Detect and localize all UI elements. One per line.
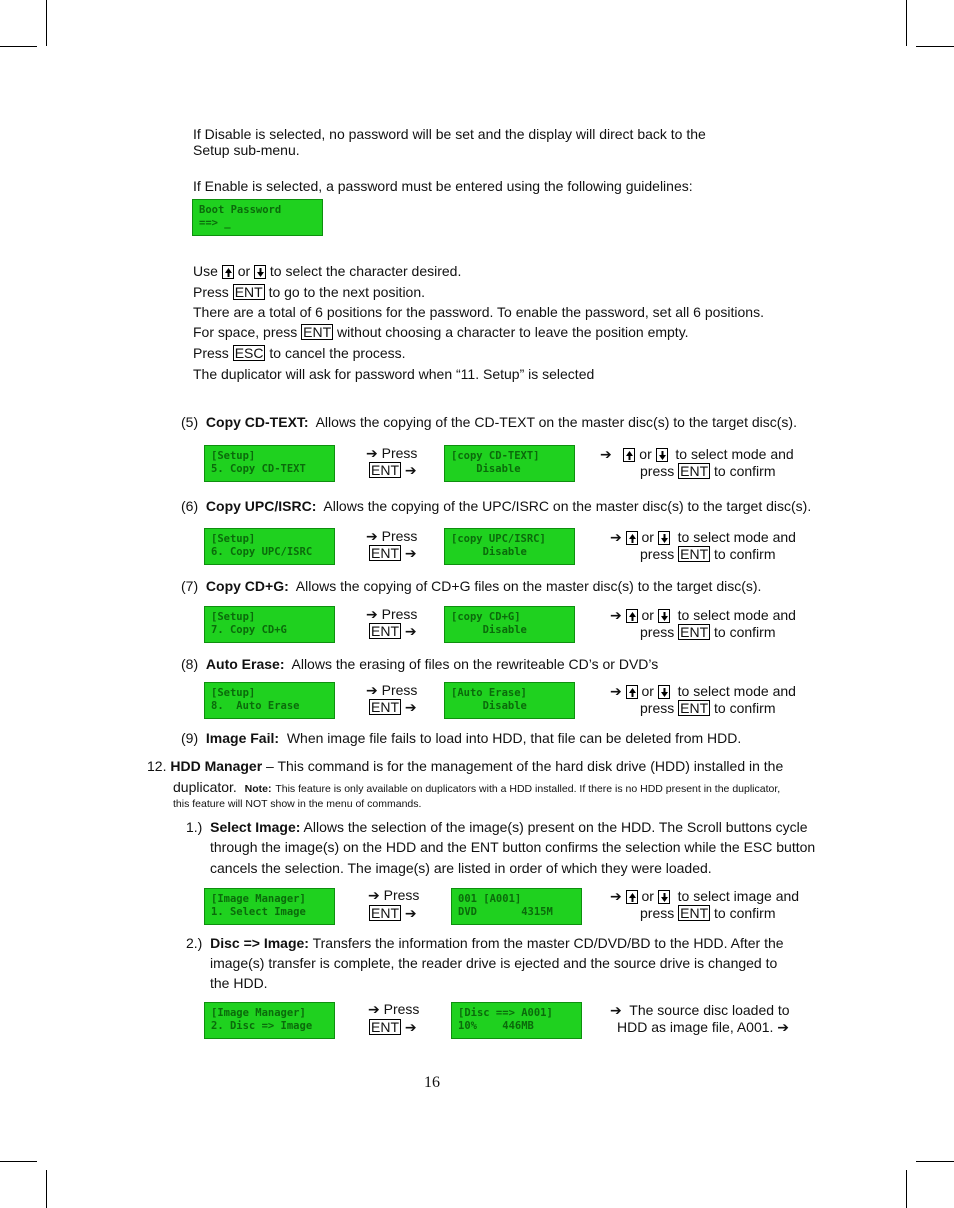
item-desc: Allows the copying of the UPC/ISRC on the master disc(s) to the target disc(s). xyxy=(323,498,812,514)
ent-line xyxy=(369,699,417,716)
instruction-line xyxy=(600,446,794,463)
lcd-line: 10% 446MB xyxy=(458,1020,534,1032)
right-arrow-icon: ➔ xyxy=(610,888,622,904)
hdd-heading xyxy=(147,758,783,774)
image-manager-lcd xyxy=(204,888,335,925)
setup-lcd xyxy=(204,682,335,719)
right-arrow-icon: ➔ xyxy=(600,446,612,462)
up-arrow-key-icon xyxy=(222,265,234,279)
result-line xyxy=(610,1002,790,1019)
lcd-line: Disable xyxy=(451,700,527,712)
text: to select mode and xyxy=(677,529,796,545)
ent-line xyxy=(369,1019,417,1036)
ent-line xyxy=(369,545,417,562)
right-arrow-icon: ➔ xyxy=(404,1019,417,1035)
sub-text: cancels the selection. The image(s) are listed in order of which they were loaded. xyxy=(210,860,712,876)
lcd-line: 2. Disc => Image xyxy=(211,1020,313,1032)
note-text: This feature is only available on duplicators with a HDD installed. If there is no HDD present in the duplicator, xyxy=(275,783,781,795)
mode-lcd xyxy=(444,445,575,482)
lcd-line: 7. Copy CD+G xyxy=(211,624,287,636)
item-desc: Allows the erasing of files on the rewriteable CD’s or DVD’s xyxy=(291,656,659,672)
crop-mark xyxy=(916,46,954,47)
text: press xyxy=(640,905,675,921)
item-desc: Allows the copying of the CD-TEXT on the master disc(s) to the target disc(s). xyxy=(315,414,797,430)
press-label xyxy=(366,606,417,623)
right-arrow-icon: ➔ xyxy=(368,887,380,903)
item-heading xyxy=(181,656,658,672)
instruction-line xyxy=(640,700,775,716)
up-arrow-key-icon xyxy=(626,609,638,623)
right-arrow-icon: ➔ xyxy=(366,682,378,698)
ent-key: ENT xyxy=(680,905,709,921)
text: to go to the next position. xyxy=(268,284,426,300)
lcd-line: [Setup] xyxy=(211,533,256,545)
ent-line xyxy=(369,623,417,640)
text: Press xyxy=(193,284,229,300)
text: The source disc loaded to xyxy=(629,1002,790,1018)
text: press xyxy=(640,700,675,716)
instruction-line xyxy=(640,546,775,562)
text: or xyxy=(641,529,654,545)
sub-title: Select Image: xyxy=(210,819,301,835)
esc-key: ESC xyxy=(234,345,264,361)
setup-lcd xyxy=(204,445,335,482)
item-number: (6) xyxy=(181,498,199,514)
item-number: (7) xyxy=(181,578,199,594)
right-arrow-icon: ➔ xyxy=(777,1019,790,1035)
text: Press xyxy=(383,887,420,903)
right-arrow-icon: ➔ xyxy=(366,445,378,461)
ent-line xyxy=(369,905,417,922)
text: press xyxy=(640,624,675,640)
sub-text: through the image(s) on the HDD and the ENT button confirms the selection while the ESC button xyxy=(210,839,816,855)
lcd-line: Boot Password xyxy=(199,204,282,216)
right-arrow-icon: ➔ xyxy=(368,1001,380,1017)
intro-line: Setup sub-menu. xyxy=(193,142,300,158)
ent-key: ENT xyxy=(680,463,709,479)
lcd-line: Disable xyxy=(451,546,527,558)
up-arrow-key-icon xyxy=(623,448,635,462)
right-arrow-icon: ➔ xyxy=(404,699,417,715)
up-arrow-key-icon xyxy=(626,890,638,904)
crop-mark xyxy=(0,1161,37,1162)
up-arrow-key-icon xyxy=(626,531,638,545)
boot-password-lcd xyxy=(192,199,323,236)
text: without choosing a character to leave the position empty. xyxy=(337,324,689,340)
text: Use xyxy=(193,263,218,279)
item-title: Copy UPC/ISRC: xyxy=(205,498,317,514)
instruction-line xyxy=(610,529,796,546)
item-heading xyxy=(181,414,797,430)
text: HDD as image file, A001. xyxy=(617,1019,774,1035)
right-arrow-icon: ➔ xyxy=(404,462,417,478)
down-arrow-key-icon xyxy=(254,265,266,279)
ent-key: ENT xyxy=(371,623,399,639)
mode-lcd xyxy=(444,606,575,643)
press-label xyxy=(366,445,417,462)
image-select-lcd xyxy=(451,888,582,925)
guide-line xyxy=(193,345,406,361)
sub-number: 1.) xyxy=(186,819,203,835)
text: or xyxy=(237,263,251,279)
right-arrow-icon: ➔ xyxy=(404,545,417,561)
item-heading xyxy=(181,578,761,594)
mode-lcd xyxy=(444,528,575,565)
ent-key: ENT xyxy=(234,284,263,300)
ent-key: ENT xyxy=(680,624,709,640)
text: press xyxy=(640,546,675,562)
down-arrow-key-icon xyxy=(658,685,670,699)
sub-heading xyxy=(186,819,808,835)
lcd-line: [Disc ==> A001] xyxy=(458,1007,553,1019)
down-arrow-key-icon xyxy=(658,609,670,623)
item-desc: Allows the copying of CD+G files on the master disc(s) to the target disc(s). xyxy=(295,578,762,594)
sub-heading xyxy=(186,935,784,951)
text: to confirm xyxy=(714,463,776,479)
result-line xyxy=(617,1019,789,1036)
lcd-line: [copy UPC/ISRC] xyxy=(451,533,546,545)
lcd-line: 001 [A001] xyxy=(458,893,522,905)
right-arrow-icon: ➔ xyxy=(610,683,622,699)
text: to select the character desired. xyxy=(269,263,462,279)
section-title: HDD Manager xyxy=(170,758,263,774)
page-number: 16 xyxy=(424,1074,440,1091)
item-title: Auto Erase: xyxy=(205,656,285,672)
intro-line: If Disable is selected, no password will be set and the display will direct back to the xyxy=(193,126,706,142)
section-number: 12. xyxy=(147,758,167,774)
ent-key: ENT xyxy=(371,905,399,921)
right-arrow-icon: ➔ xyxy=(366,606,378,622)
crop-mark xyxy=(916,1161,954,1162)
ent-line xyxy=(369,462,417,479)
sub-text: Allows the selection of the image(s) present on the HDD. The Scroll buttons cycle xyxy=(303,819,808,835)
section-desc: duplicator. xyxy=(173,779,237,795)
text: Press xyxy=(381,445,418,461)
sub-text: the HDD. xyxy=(210,975,268,991)
lcd-line: 5. Copy CD-TEXT xyxy=(211,463,306,475)
image-manager-lcd xyxy=(204,1002,335,1039)
lcd-line: [Image Manager] xyxy=(211,893,306,905)
crop-mark xyxy=(46,1170,47,1208)
disc-to-image-lcd xyxy=(451,1002,582,1039)
right-arrow-icon: ➔ xyxy=(404,623,417,639)
crop-mark xyxy=(906,1170,907,1208)
guide-line xyxy=(193,324,689,340)
note-label: Note: xyxy=(244,783,272,795)
text: to confirm xyxy=(714,546,776,562)
right-arrow-icon: ➔ xyxy=(366,528,378,544)
text: or xyxy=(641,888,654,904)
item-number: (5) xyxy=(181,414,199,430)
crop-mark xyxy=(46,0,47,46)
item-title: Image Fail: xyxy=(205,730,280,746)
right-arrow-icon: ➔ xyxy=(404,905,417,921)
crop-mark xyxy=(906,0,907,46)
ent-key: ENT xyxy=(371,1019,399,1035)
section-desc: – This command is for the management of the hard disk drive (HDD) installed in the xyxy=(266,758,784,774)
lcd-line: [Setup] xyxy=(211,687,256,699)
text: press xyxy=(640,463,675,479)
lcd-line: [copy CD-TEXT] xyxy=(451,450,540,462)
sub-text: image(s) transfer is complete, the reader drive is ejected and the source drive is changed to xyxy=(210,955,778,971)
right-arrow-icon: ➔ xyxy=(610,1002,622,1018)
lcd-line: ==> _ xyxy=(199,217,231,229)
note-text: this feature will NOT show in the menu of commands. xyxy=(173,798,422,810)
ent-key: ENT xyxy=(371,699,399,715)
right-arrow-icon: ➔ xyxy=(610,529,622,545)
item-desc: When image file fails to load into HDD, that file can be deleted from HDD. xyxy=(286,730,742,746)
ent-key: ENT xyxy=(303,324,332,340)
lcd-line: 8. Auto Erase xyxy=(211,700,300,712)
mode-lcd xyxy=(444,682,575,719)
lcd-line: Disable xyxy=(451,624,527,636)
setup-lcd xyxy=(204,606,335,643)
text: Press xyxy=(383,1001,420,1017)
ent-key: ENT xyxy=(371,462,399,478)
text: or xyxy=(641,607,654,623)
right-arrow-icon: ➔ xyxy=(610,607,622,623)
item-heading xyxy=(181,498,811,514)
instruction-line xyxy=(610,607,796,624)
down-arrow-key-icon xyxy=(658,890,670,904)
lcd-line: 6. Copy UPC/ISRC xyxy=(211,546,313,558)
instruction-line xyxy=(610,888,799,905)
down-arrow-key-icon xyxy=(656,448,668,462)
sub-text: Transfers the information from the master CD/DVD/BD to the HDD. After the xyxy=(312,935,784,951)
lcd-line: Disable xyxy=(451,463,521,475)
down-arrow-key-icon xyxy=(658,531,670,545)
text: to confirm xyxy=(714,624,776,640)
ent-key: ENT xyxy=(371,545,399,561)
text: or xyxy=(641,683,654,699)
instruction-line xyxy=(610,683,796,700)
text: Press xyxy=(381,528,418,544)
text: or xyxy=(639,446,652,462)
press-label xyxy=(368,1001,419,1018)
hdd-heading-line2 xyxy=(173,779,780,795)
text: to select image and xyxy=(677,888,800,904)
item-title: Copy CD-TEXT: xyxy=(205,414,309,430)
lcd-line: DVD 4315M xyxy=(458,906,553,918)
text: to confirm xyxy=(714,700,776,716)
item-title: Copy CD+G: xyxy=(205,578,289,594)
text: Press xyxy=(193,345,229,361)
lcd-line: 1. Select Image xyxy=(211,906,306,918)
press-label xyxy=(366,528,417,545)
guide-line xyxy=(193,263,461,279)
text: to cancel the process. xyxy=(269,345,406,361)
instruction-line xyxy=(640,624,775,640)
lcd-line: [copy CD+G] xyxy=(451,611,521,623)
text: Press xyxy=(381,682,418,698)
up-arrow-key-icon xyxy=(626,685,638,699)
lcd-line: [Auto Erase] xyxy=(451,687,527,699)
text: For space, press xyxy=(193,324,298,340)
text: to select mode and xyxy=(677,683,796,699)
ent-key: ENT xyxy=(680,700,709,716)
text: to select mode and xyxy=(675,446,794,462)
instruction-line xyxy=(640,463,775,479)
sub-number: 2.) xyxy=(186,935,203,951)
text: to select mode and xyxy=(677,607,796,623)
lcd-line: [Image Manager] xyxy=(211,1007,306,1019)
text: Press xyxy=(381,606,418,622)
lcd-line: [Setup] xyxy=(211,450,256,462)
item-heading xyxy=(181,730,741,746)
press-label xyxy=(366,682,417,699)
crop-mark xyxy=(0,46,37,47)
ent-key: ENT xyxy=(680,546,709,562)
sub-title: Disc => Image: xyxy=(210,935,309,951)
instruction-line xyxy=(640,905,775,921)
guide-line: The duplicator will ask for password when “11. Setup” is selected xyxy=(193,366,595,382)
guide-line xyxy=(193,284,425,300)
item-number: (9) xyxy=(181,730,199,746)
intro-line: If Enable is selected, a password must be entered using the following guidelines: xyxy=(193,178,693,194)
press-label xyxy=(368,887,419,904)
guide-line: There are a total of 6 positions for the password. To enable the password, set all 6 positions. xyxy=(193,304,764,320)
setup-lcd xyxy=(204,528,335,565)
item-number: (8) xyxy=(181,656,199,672)
lcd-line: [Setup] xyxy=(211,611,256,623)
text: to confirm xyxy=(714,905,776,921)
